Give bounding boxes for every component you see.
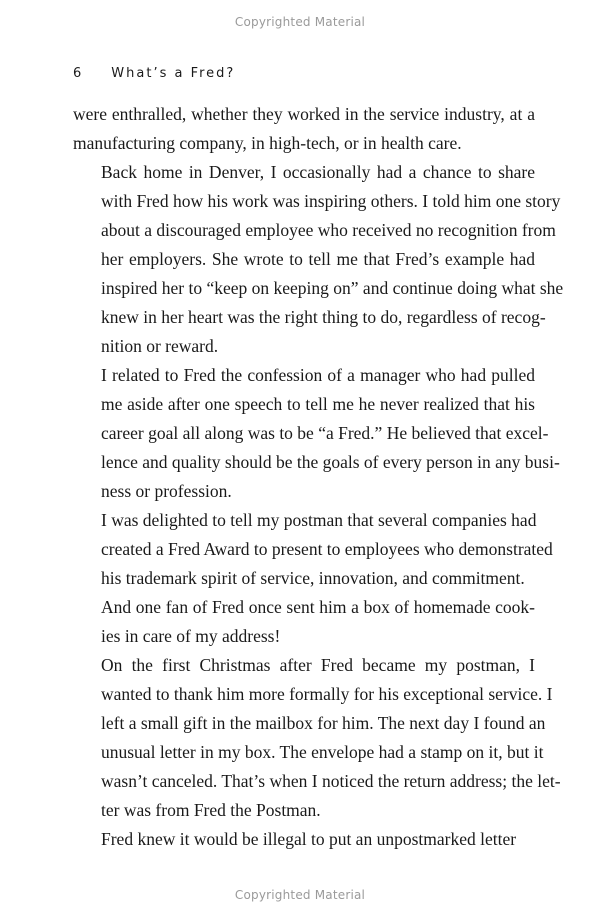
- copyright-watermark-bottom: Copyrighted Material: [234, 888, 366, 902]
- text-line: career goal all along was to be “a Fred.” He believed that excel-: [101, 423, 549, 443]
- text-line: Back home in Denver, I occasionally had a chance to share: [101, 162, 535, 182]
- text-line: lence and quality should be the goals of every person in any busi-: [101, 452, 560, 472]
- text-line: with Fred how his work was inspiring others. I told him one story: [101, 191, 561, 211]
- running-head: [73, 66, 235, 81]
- text-line: On the first Christmas after Fred became my postman, I: [101, 655, 535, 675]
- paragraph: [73, 593, 535, 651]
- text-line: inspired her to “keep on keeping on” and continue doing what she: [101, 278, 564, 298]
- chapter-title: What’s a Fred?: [111, 66, 236, 81]
- page-number: 6: [73, 66, 84, 81]
- paragraph: [73, 158, 564, 361]
- text-line: unusual letter in my box. The envelope had a stamp on it, but it: [101, 742, 544, 762]
- text-line: I was delighted to tell my postman that several companies had: [101, 510, 537, 530]
- text-line: knew in her heart was the right thing to do, regardless of recog-: [101, 307, 546, 327]
- paragraph: [73, 506, 553, 593]
- text-line: manufacturing company, in high-tech, or in health care.: [73, 133, 462, 153]
- paragraph: [73, 361, 560, 506]
- copyright-watermark-top: Copyrighted Material: [234, 15, 366, 29]
- text-line: about a discouraged employee who received no recognition from: [101, 220, 556, 240]
- text-line: wanted to thank him more formally for his exceptional service. I: [101, 684, 553, 704]
- text-line: her employers. She wrote to tell me that Fred’s example had: [101, 249, 535, 269]
- body-text: [73, 100, 564, 854]
- text-line: were enthralled, whether they worked in the service industry, at a: [73, 104, 535, 124]
- text-line: left a small gift in the mailbox for him. The next day I found an: [101, 713, 546, 733]
- text-line: his trademark spirit of service, innovation, and commitment.: [101, 568, 525, 588]
- text-line: ter was from Fred the Postman.: [101, 800, 321, 820]
- text-line: I related to Fred the confession of a manager who had pulled: [101, 365, 535, 385]
- paragraph: [73, 825, 535, 854]
- text-line: ness or profession.: [101, 481, 232, 501]
- text-line: me aside after one speech to tell me he never realized that his: [101, 394, 535, 414]
- text-line: wasn’t canceled. That’s when I noticed the return address; the let-: [101, 771, 561, 791]
- paragraph: [73, 651, 561, 825]
- paragraph: [73, 100, 535, 158]
- text-line: And one fan of Fred once sent him a box of homemade cook-: [101, 597, 535, 617]
- text-line: nition or reward.: [101, 336, 219, 356]
- text-line: ies in care of my address!: [101, 626, 281, 646]
- text-line: created a Fred Award to present to employees who demonstrated: [101, 539, 553, 559]
- text-line: Fred knew it would be illegal to put an unpostmarked letter: [101, 829, 517, 849]
